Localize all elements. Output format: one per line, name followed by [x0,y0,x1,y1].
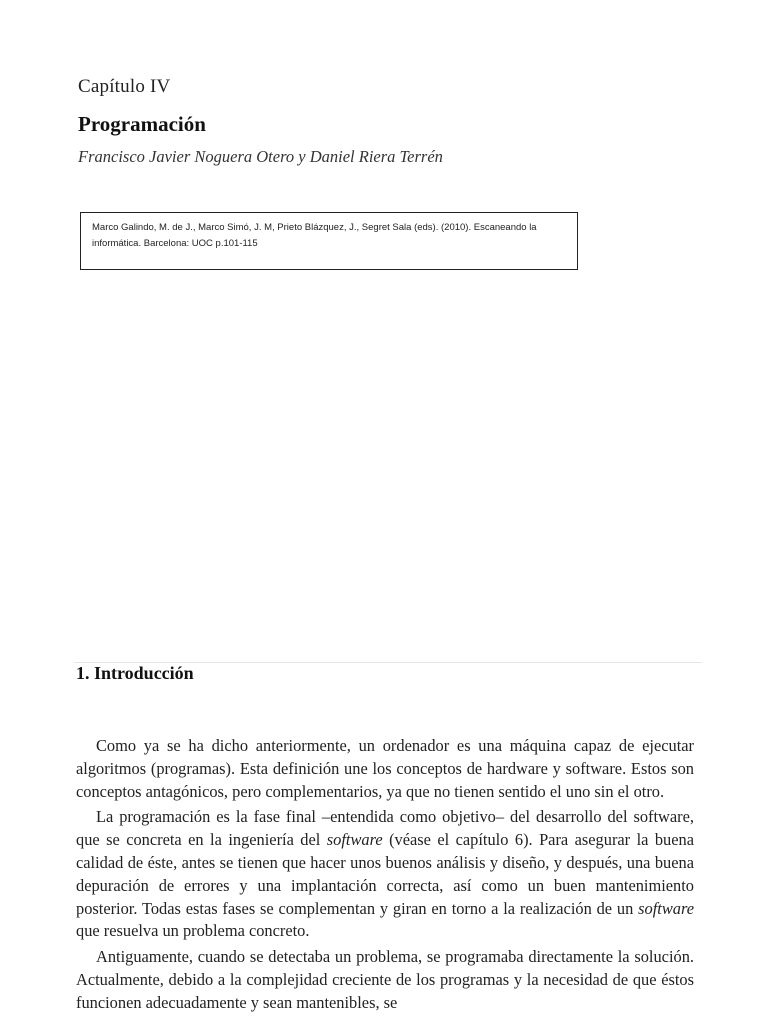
paragraph-3: Antiguamente, cuando se detectaba un problema, se programaba directamente la solución. Actualmente, debido a la complejidad creciente de los programas y la necesidad de que éstos funcionen adecuadamente y sean mantenibles, se [76,947,694,1012]
chapter-label: Capítulo IV [78,76,171,97]
citation-line-2: informática. Barcelona: UOC p.101-115 [92,238,258,249]
chapter-title: Programación [78,112,206,136]
paragraph-2-part-1: La programación es la fase final –entendida como objetivo– del desarrollo del software, que se concreta en la ingeniería del [76,807,694,850]
paragraph-2-part-3: que resuelva un problema concreto. [76,921,310,941]
paragraph-2-part-2: (véase el capítulo 6). Para asegurar la buena calidad de éste, antes se tienen que hacer unos buenos análisis y diseño, y después, una buena depuración de errores y una implantación correcta, así como un buen mantenimiento posterior. Todas estas fases se complementan y giran en torno a la realización de un [76,830,694,918]
citation-line-1: Marco Galindo, M. de J., Marco Simó, J. M, Prieto Blázquez, J., Segret Sala (eds). (2010). Escaneando la [92,222,537,233]
paragraph-1: Como ya se ha dicho anteriormente, un ordenador es una máquina capaz de ejecutar algoritmos (programas). Esta definición une los conceptos de hardware y software. Estos son conceptos antagónicos, pero complementarios, ya que no tienen sentido el uno sin el otro. [76,736,694,801]
authors: Francisco Javier Noguera Otero y Daniel Riera Terrén [78,147,443,166]
paragraph-2-software-2: software [638,898,694,918]
body-text [76,735,694,1015]
citation-box [80,212,578,270]
paragraph-2 [76,806,694,943]
paragraph-2-software-1: software [326,830,383,850]
section-heading: 1. Introducción [76,663,194,683]
